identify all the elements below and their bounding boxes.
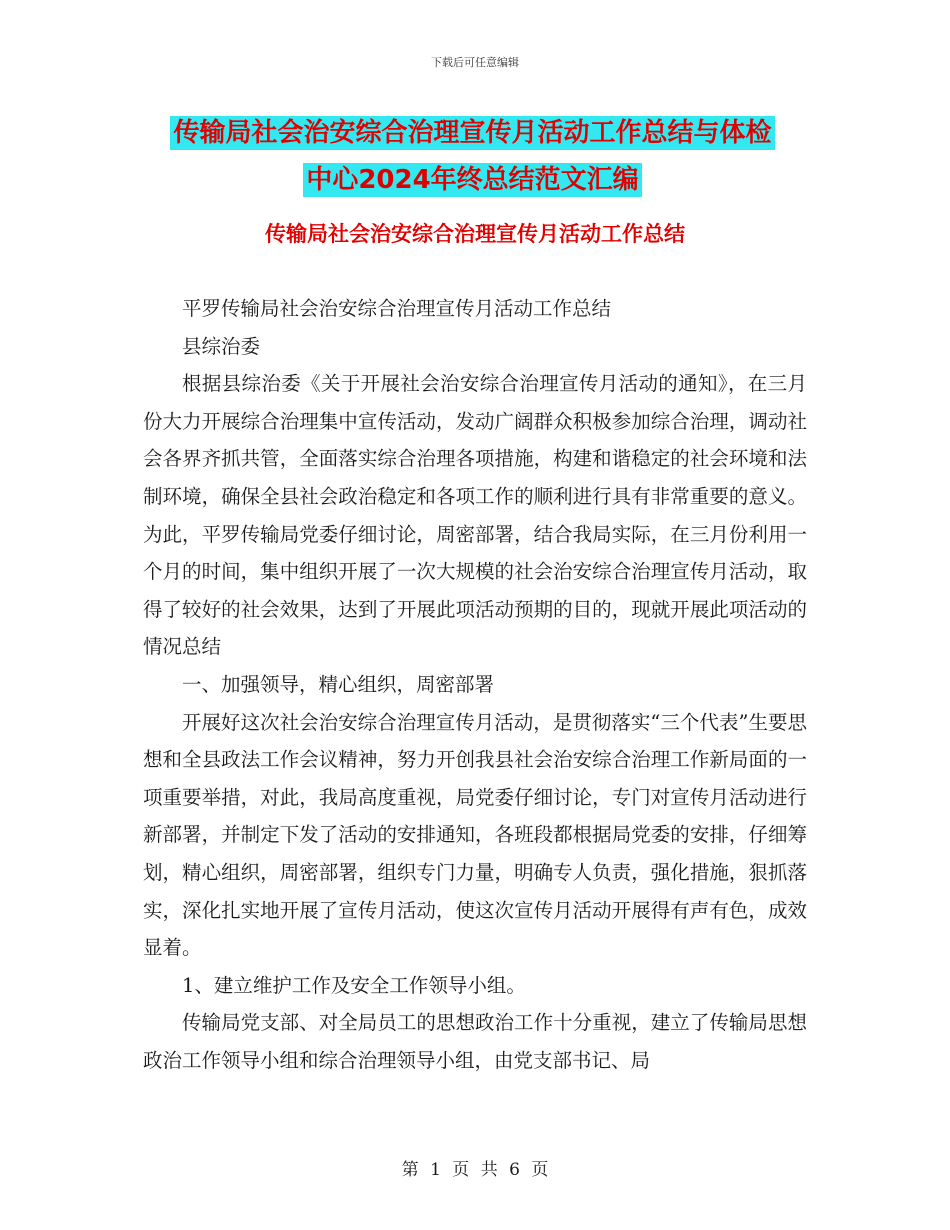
document-title xyxy=(140,110,805,204)
section-title: 传输局社会治安综合治理宣传月活动工作总结 xyxy=(265,222,685,246)
paragraph-heading: 一、加强领导，精心组织，周密部署 xyxy=(182,672,495,696)
document-body xyxy=(143,290,807,1079)
paragraph: 传输局党支部、对全局员工的思想政治工作十分重视，建立了传输局思想政治工作领导小组和综合治理领导小组，由党支部书记、局 xyxy=(143,1011,807,1072)
paragraph-subheading: 1、建立维护工作及安全工作领导小组。 xyxy=(182,973,526,997)
document-title-line2: 中心2024年终总结范文汇编 xyxy=(303,163,641,197)
document-title-line1: 传输局社会治安综合治理宣传月活动工作总结与体检 xyxy=(170,116,774,150)
paragraph: 开展好这次社会治安综合治理宣传月活动，是贯彻落实“三个代表”生要思想和全县政法工作会议精神，努力开创我县社会治安综合治理工作新局面的一项重要举措，对此，我局高度重视，局党委仔细讨论，专门对宣传月活动进行新部署，并制定下发了活动的安排通知，各班段都根据局党委的安排，仔细筹划，精心组织，周密部署，组织专门力量，明确专人负责，强化措施，狠抓落实，深化扎实地开展了宣传月活动，使这次宣传月活动开展得有声有色，成效显着。 xyxy=(143,710,807,960)
paragraph: 平罗传输局社会治安综合治理宣传月活动工作总结 xyxy=(182,297,612,320)
page-number: 第 1 页 共 6 页 xyxy=(401,1160,549,1180)
header-note: 下载后可任意编辑 xyxy=(431,56,519,69)
paragraph: 县综治委 xyxy=(182,334,261,358)
paragraph: 根据县综治委《关于开展社会治安综合治理宣传月活动的通知》，在三月份大力开展综合治理集中宣传活动，发动广阔群众积极参加综合治理，调动社会各界齐抓共管，全面落实综合治理各项措施，构建和谐稳定的社会环境和法制环境，确保全县社会政治稳定和各项工作的顺利进行具有非常重要的意义。为此，平罗传输局党委仔细讨论，周密部署，结合我局实际，在三月份利用一个月的时间，集中组织开展了一次大规模的社会治安综合治理宣传月活动，取得了较好的社会效果，达到了开展此项活动预期的目的，现就开展此项活动的情况总结 xyxy=(143,372,807,659)
